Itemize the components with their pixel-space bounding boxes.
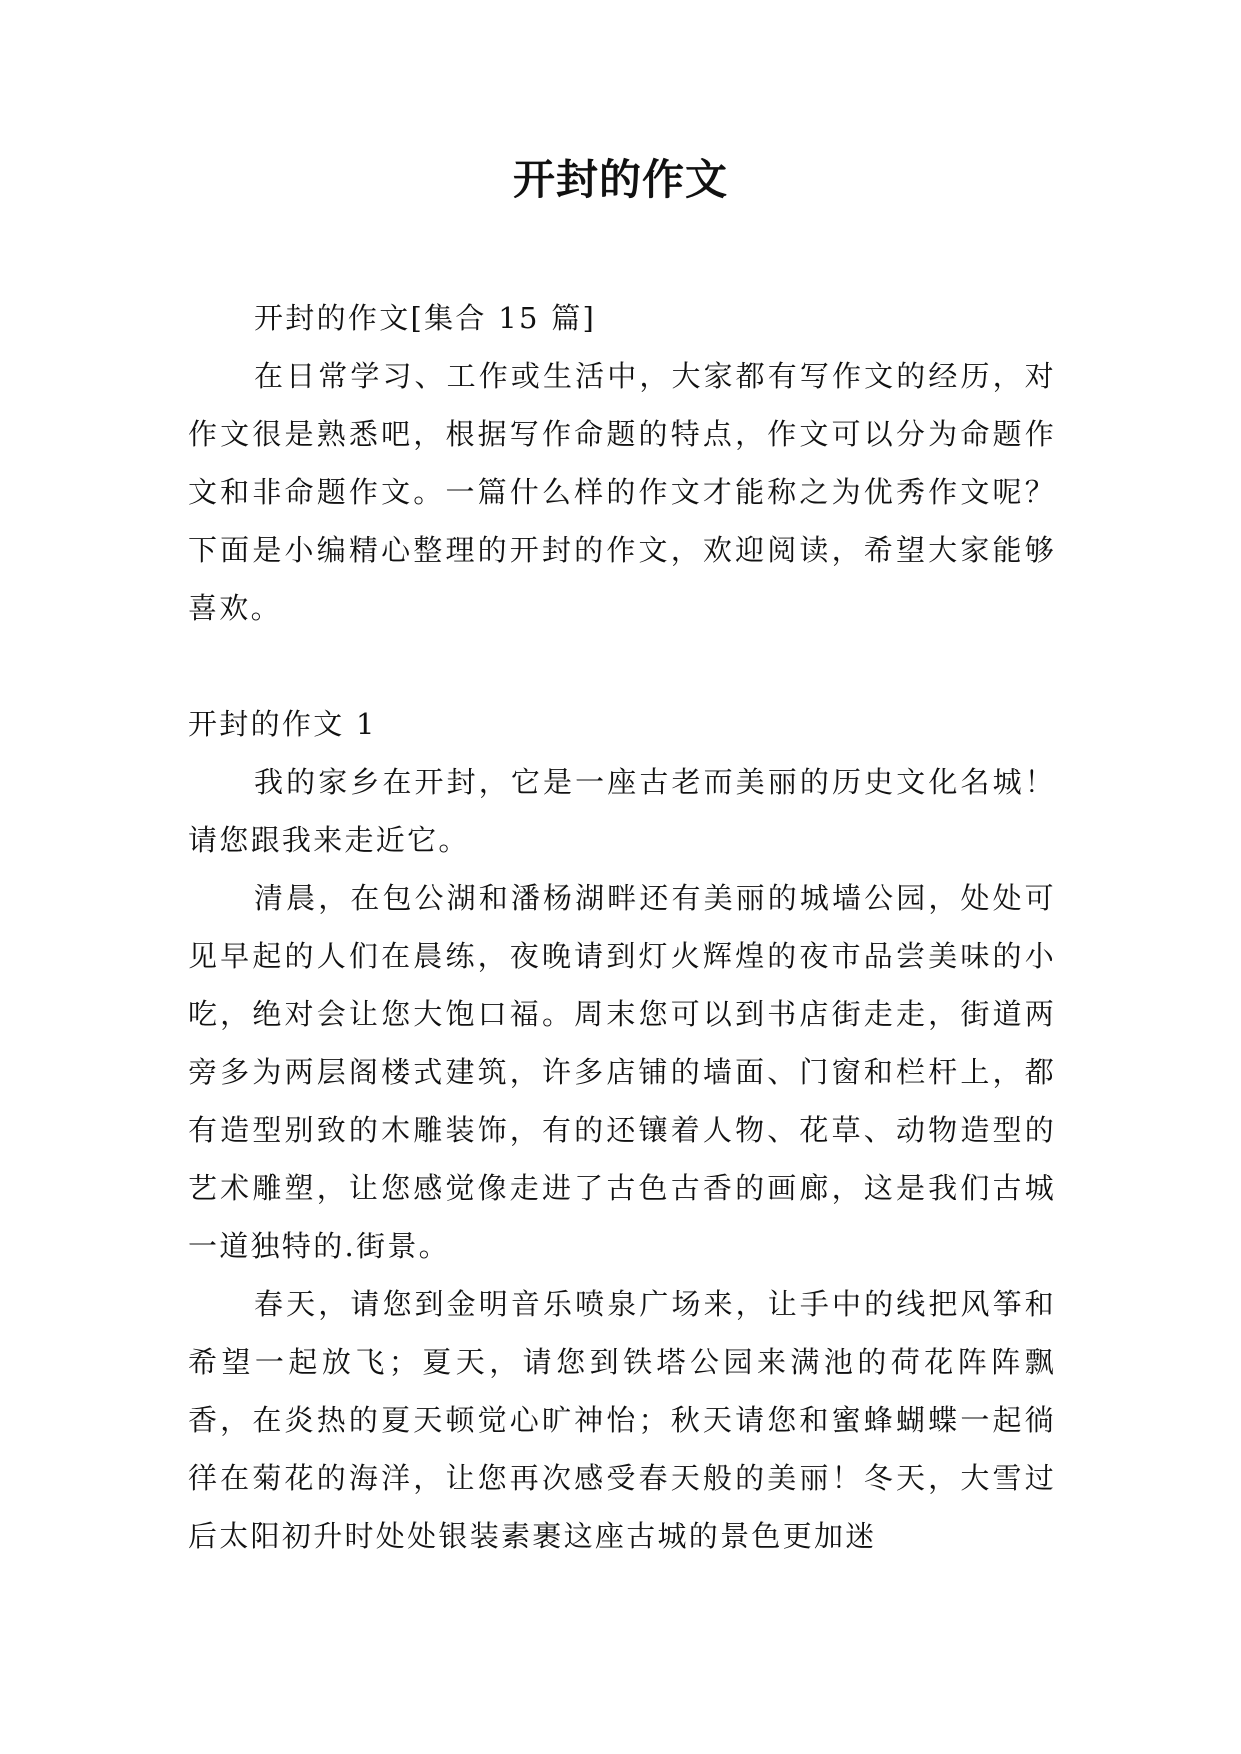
essay-paragraph: 春天，请您到金明音乐喷泉广场来，让手中的线把风筝和希望一起放飞；夏天，请您到铁塔公园来满池的荷花阵阵飘香，在炎热的夏天顿觉心旷神怡；秋天请您和蜜蜂蝴蝶一起徜徉在菊花的海洋，让您再次感受春天般的美丽！冬天，大雪过后太阳初升时处处银装素裹这座古城的景色更加迷 <box>188 1287 1056 1553</box>
intro-paragraph: 在日常学习、工作或生活中，大家都有写作文的经历，对作文很是熟悉吧，根据写作命题的特点，作文可以分为命题作文和非命题作文。一篇什么样的作文才能称之为优秀作文呢？下面是小编精心整理的开封的作文，欢迎阅读，希望大家能够喜欢。 <box>188 359 1056 625</box>
essay-paragraph: 我的家乡在开封，它是一座古老而美丽的历史文化名城！请您跟我来走近它。 <box>188 765 1056 857</box>
document-subtitle: 开封的作文[集合 15 篇] <box>254 301 597 335</box>
document-body <box>188 289 1056 1565</box>
essay-paragraph: 清晨，在包公湖和潘杨湖畔还有美丽的城墙公园，处处可见早起的人们在晨练，夜晚请到灯火辉煌的夜市品尝美味的小吃，绝对会让您大饱口福。周末您可以到书店街走走，街道两旁多为两层阁楼式建筑，许多店铺的墙面、门窗和栏杆上，都有造型别致的木雕装饰，有的还镶着人物、花草、动物造型的艺术雕塑，让您感觉像走进了古色古香的画廊，这是我们古城一道独特的.街景。 <box>188 881 1056 1263</box>
paragraph-spacer <box>188 637 1056 695</box>
document-title: 开封的作文 <box>512 155 728 204</box>
essay-heading: 开封的作文 1 <box>188 707 377 741</box>
